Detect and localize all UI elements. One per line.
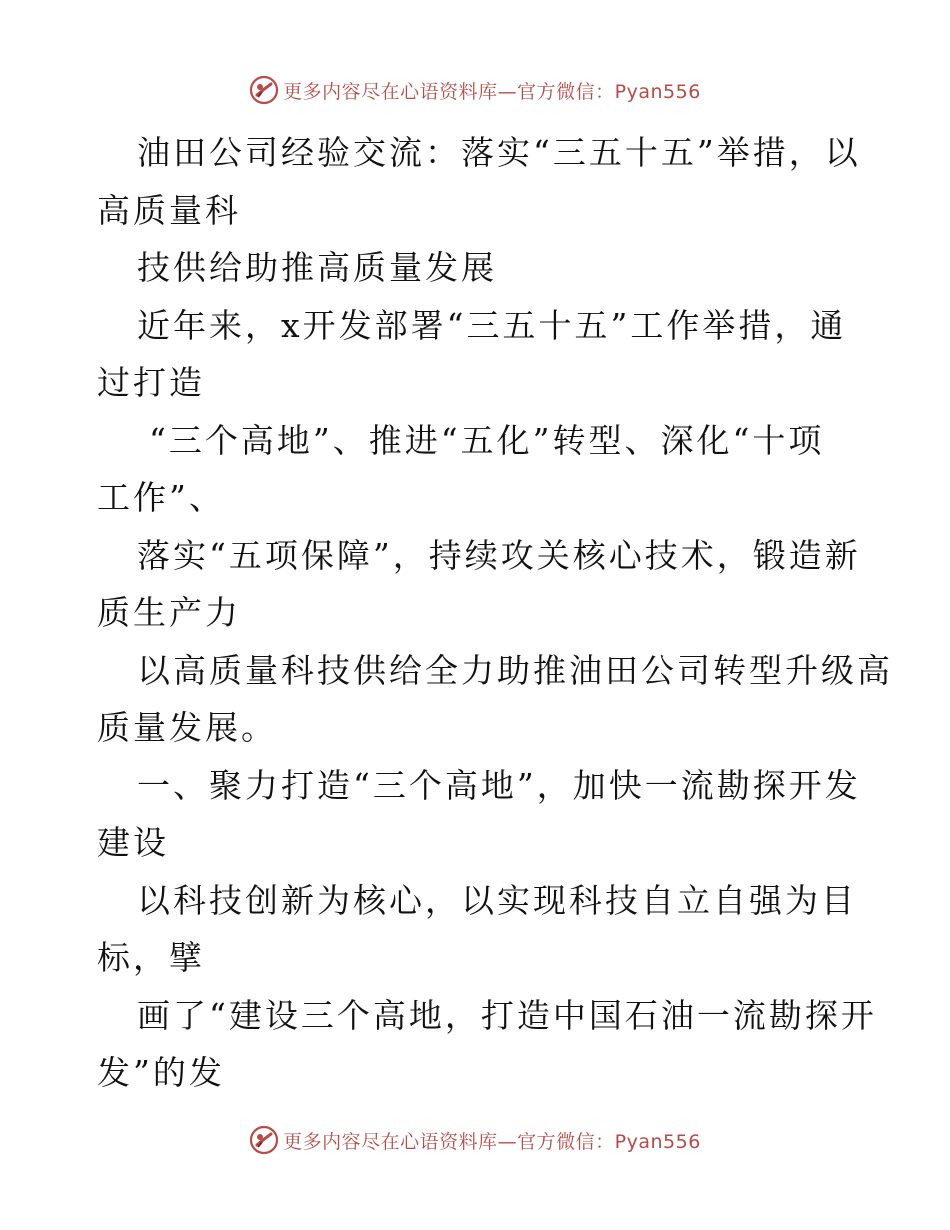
header-text: 更多内容尽在心语资料库—官方微信：Pyan556 [283,80,701,103]
text-line: “三个高地”、推进“五化”转型、深化“十项 [149,420,825,460]
text-line: 以科技创新为核心，以实现科技自立自强为目 [137,880,857,920]
red-book-pen-logo-icon [249,1125,279,1155]
footer-text: 更多内容尽在心语资料库—官方微信：Pyan556 [283,1130,701,1153]
document-body [97,124,893,1102]
text-line: 落实“五项保障”，持续攻关核心技术，锻造新 [137,535,861,575]
text-line: 建设 [97,823,169,862]
text-line: 质生产力 [97,593,241,632]
text-line: 油田公司经验交流：落实“三五十五”举措，以 [137,133,861,172]
text-line: 技供给助推高质量发展 [137,248,497,287]
footer-banner [0,1122,950,1158]
text-line: 标，擘 [97,938,205,977]
text-line: 以高质量科技供给全力助推油田公司转型升级高 [137,650,893,690]
text-line: 工作”、 [97,478,225,517]
text-line: 过打造 [97,363,205,402]
text-line: 画了“建设三个高地，打造中国石油一流勘探开 [137,995,877,1035]
text-line: 一、聚力打造“三个高地”，加快一流勘探开发 [137,765,861,805]
red-book-pen-logo-icon [249,75,279,105]
text-line: 质量发展。 [97,708,277,747]
text-line: 近年来，x开发部署“三五十五”工作举措，通 [137,305,847,345]
text-line: 高质量科 [97,190,241,230]
header-banner [0,72,950,108]
text-line: 发”的发 [97,1053,225,1092]
